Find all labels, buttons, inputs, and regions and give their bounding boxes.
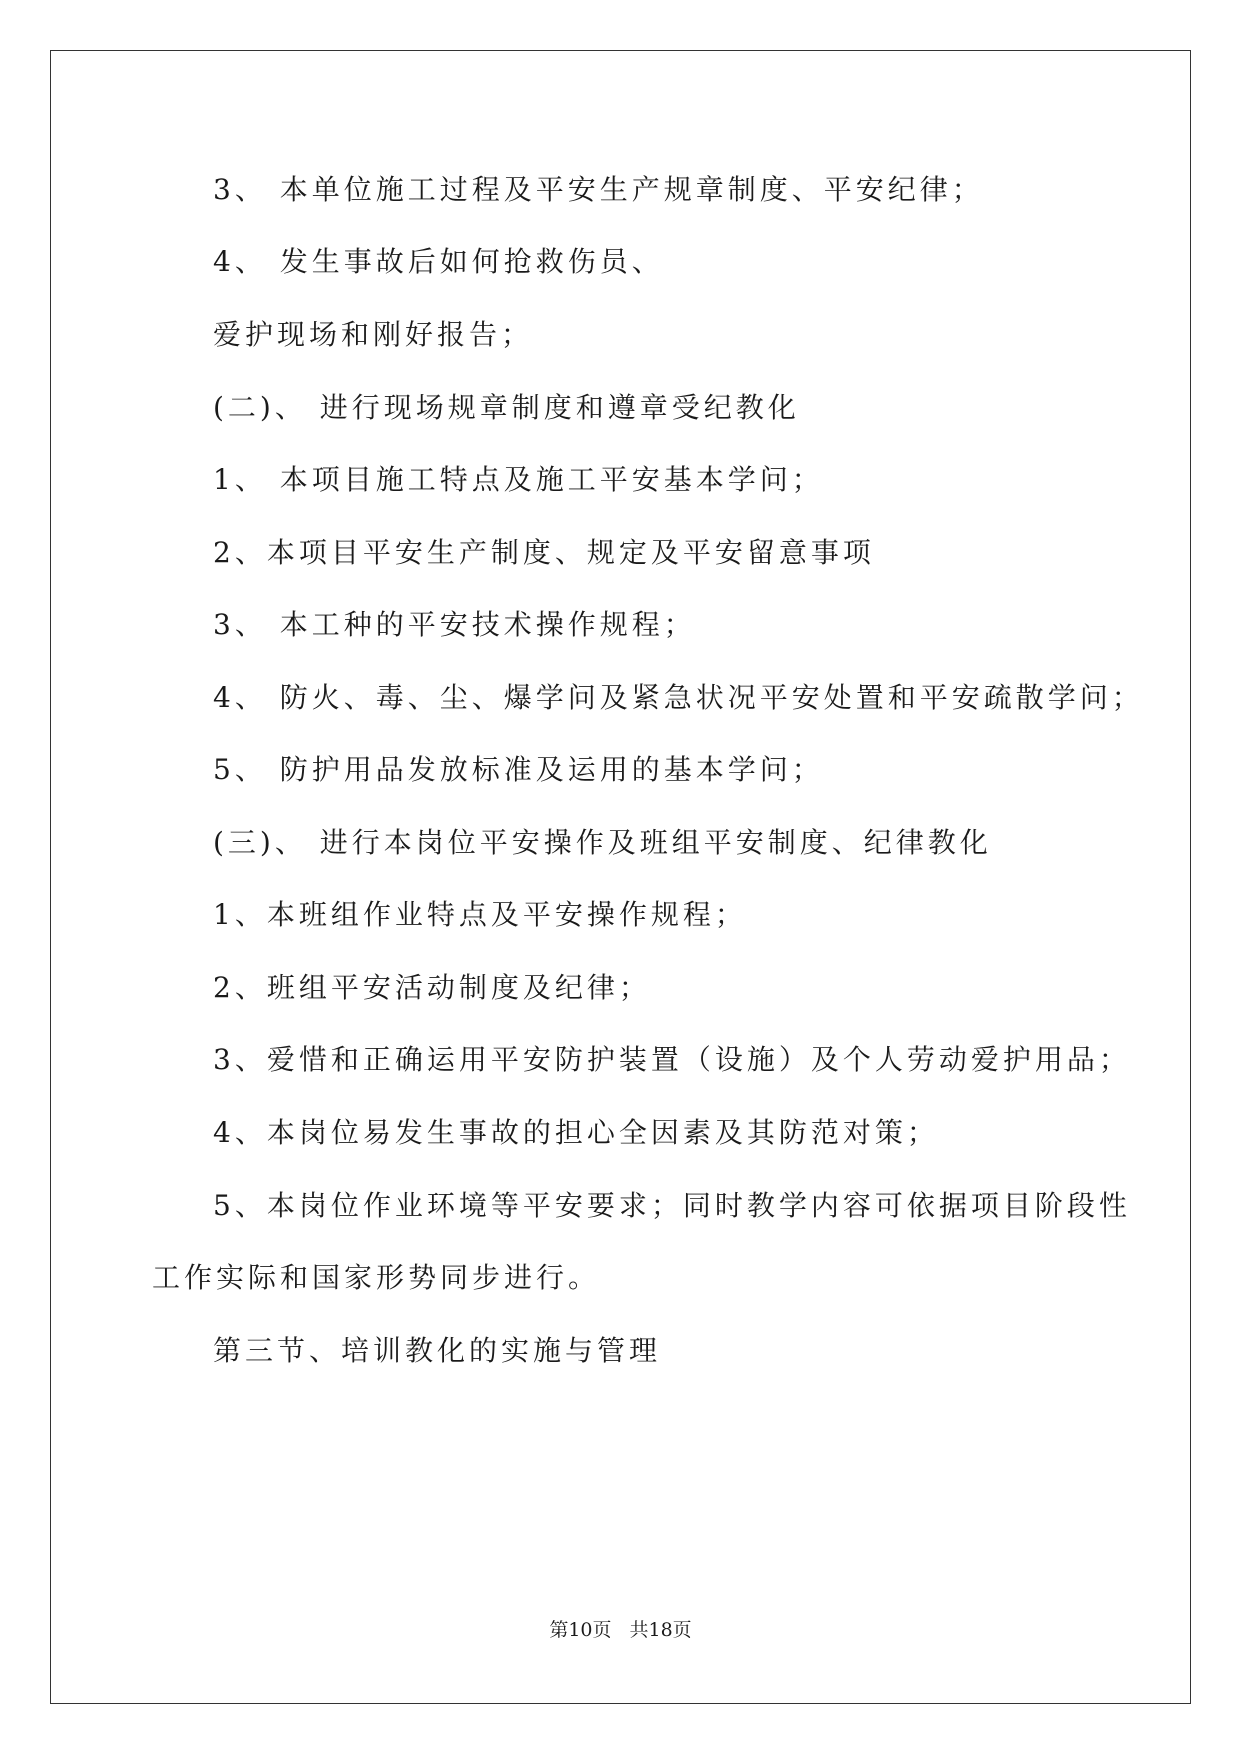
body-line: 4、 防火、毒、尘、爆学问及紧急状况平安处置和平安疏散学问； (213, 681, 1144, 714)
body-line: 5、 防护用品发放标准及运用的基本学问； (213, 753, 824, 786)
section-heading: (三)、 进行本岗位平安操作及班组平安制度、纪律教化 (213, 826, 992, 859)
page-footer (0, 1618, 1241, 1642)
body-line: 3、爱惜和正确运用平安防护装置（设施）及个人劳动爱护用品； (213, 1043, 1131, 1076)
body-line: 3、 本单位施工过程及平安生产规章制度、平安纪律； (213, 173, 984, 206)
body-line-continuation: 工作实际和国家形势同步进行。 (152, 1261, 601, 1294)
body-line: 5、本岗位作业环境等平安要求；同时教学内容可依据项目阶段性 (213, 1189, 1131, 1222)
body-line: 1、本班组作业特点及平安操作规程； (213, 898, 747, 931)
body-line: 2、本项目平安生产制度、规定及平安留意事项 (213, 536, 875, 569)
total-pages: 共18页 (629, 1619, 692, 1641)
section-heading: 第三节、培训教化的实施与管理 (213, 1334, 662, 1367)
current-page-number: 第10页 (549, 1619, 612, 1641)
body-line: 1、 本项目施工特点及施工平安基本学问； (213, 463, 824, 496)
page-border (50, 50, 1191, 1704)
body-line: 爱护现场和刚好报告； (213, 318, 534, 351)
body-line: 3、 本工种的平安技术操作规程； (213, 608, 696, 641)
section-heading: (二)、 进行现场规章制度和遵章受纪教化 (213, 391, 800, 424)
body-line: 4、本岗位易发生事故的担心全因素及其防范对策； (213, 1116, 939, 1149)
body-line: 4、 发生事故后如何抢救伤员、 (213, 245, 664, 278)
body-line: 2、班组平安活动制度及纪律； (213, 971, 651, 1004)
